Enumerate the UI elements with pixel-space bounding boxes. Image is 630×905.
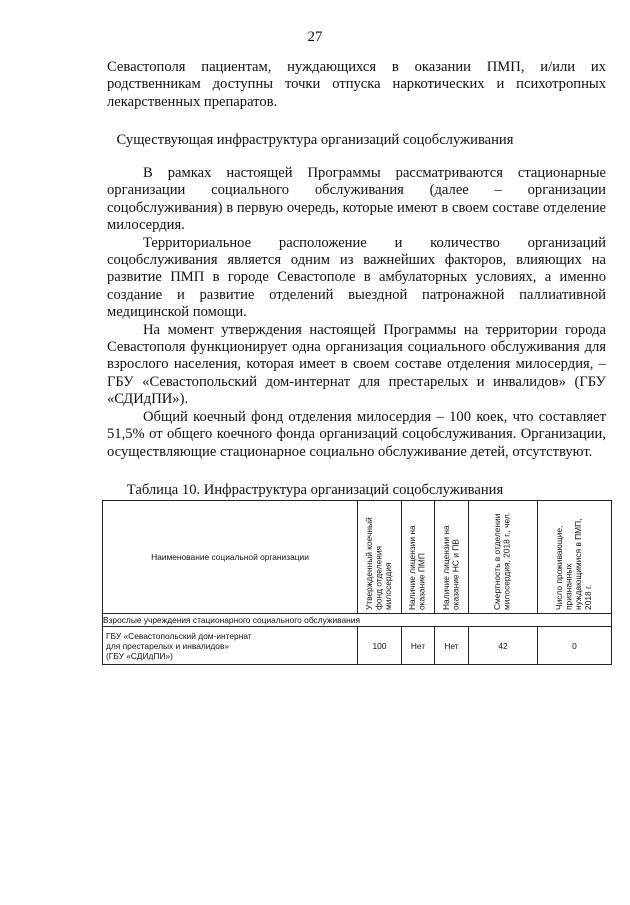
header-mortality xyxy=(469,501,538,614)
org-name-cell xyxy=(103,627,358,665)
beds-cell: 100 xyxy=(358,627,402,665)
table-header-row xyxy=(103,501,612,614)
table-caption: Таблица 10. Инфраструктура организаций соцобслуживания xyxy=(126,482,504,498)
header-license-pmp xyxy=(402,501,435,614)
infrastructure-table xyxy=(102,500,612,665)
org-name-line: ГБУ «Севастопольский дом-интернат xyxy=(106,630,252,641)
header-residents-pmp-text: Число проживающие, признанных нуждающимися в ПМП, 2018 г. xyxy=(554,518,594,610)
table-row xyxy=(103,627,612,665)
org-name-line: для престарелых и инвалидов» xyxy=(106,640,230,651)
page-number: 27 xyxy=(307,29,323,45)
paragraph: На момент утверждения настоящей Программы на территории города Севастополя функционирует одна организация социального обслуживания для взрослого населения, которая имеет в своем составе отделения милосердия, – ГБУ «Севастопольский дом-интернат для престарелых и инвалидов» (ГБУ «СДИдПИ»). xyxy=(107,321,606,408)
residents-pmp-cell: 0 xyxy=(538,627,612,665)
header-residents-pmp xyxy=(538,501,612,614)
org-name-line: (ГБУ «СДИдПИ») xyxy=(106,650,173,661)
license-ns-pv-cell: Нет xyxy=(435,627,469,665)
paragraph: В рамках настоящей Программы рассматриваются стационарные организации социального обслуживания (далее – организации соцобслуживания) в первую очередь, которые имеют в своем составе отделение милосердия. xyxy=(107,165,606,234)
header-license-ns-pv xyxy=(435,501,469,614)
header-beds xyxy=(358,501,402,614)
section-heading: Существующая инфраструктура организаций соцобслуживания xyxy=(116,132,514,148)
license-pmp-cell: Нет xyxy=(402,627,435,665)
header-license-ns-pv-text: Наличие лицензии на оказание НС и ПВ xyxy=(440,525,461,610)
paragraph: Территориальное расположение и количество организаций соцобслуживания является одним из важнейших факторов, влияющих на развитие ПМП в городе Севастополе в амбулаторных условиях, а именно создание и развитие отделений выездной патронажной паллиативной медицинской помощи. xyxy=(107,234,606,321)
group-label: Взрослые учреждения стационарного социального обслуживания xyxy=(103,614,612,627)
header-beds-text: Утвержденный коечный фонд отделения милосердия xyxy=(364,517,394,610)
intro-text: Севастополя пациентам, нуждающихся в оказании ПМП, и/или их родственникам доступны точки отпуска наркотических и психотропных лекарственных препаратов. xyxy=(107,59,606,110)
paragraph: Общий коечный фонд отделения милосердия – 100 коек, что составляет 51,5% от общего коечного фонда организаций соцобслуживания. Организации, осуществляющие стационарное социально обслуживание детей, отсутствуют. xyxy=(107,408,606,460)
header-name: Наименование социальной организации xyxy=(103,501,358,614)
header-mortality-text: Смертность в отделении милосердия, 2018 г., чел. xyxy=(492,511,512,610)
table-group-row xyxy=(103,614,612,627)
header-license-pmp-text: Наличие лицензии на оказание ПМП xyxy=(407,525,427,610)
intro-paragraph xyxy=(107,59,606,111)
body-text xyxy=(107,165,606,461)
mortality-cell: 42 xyxy=(469,627,538,665)
